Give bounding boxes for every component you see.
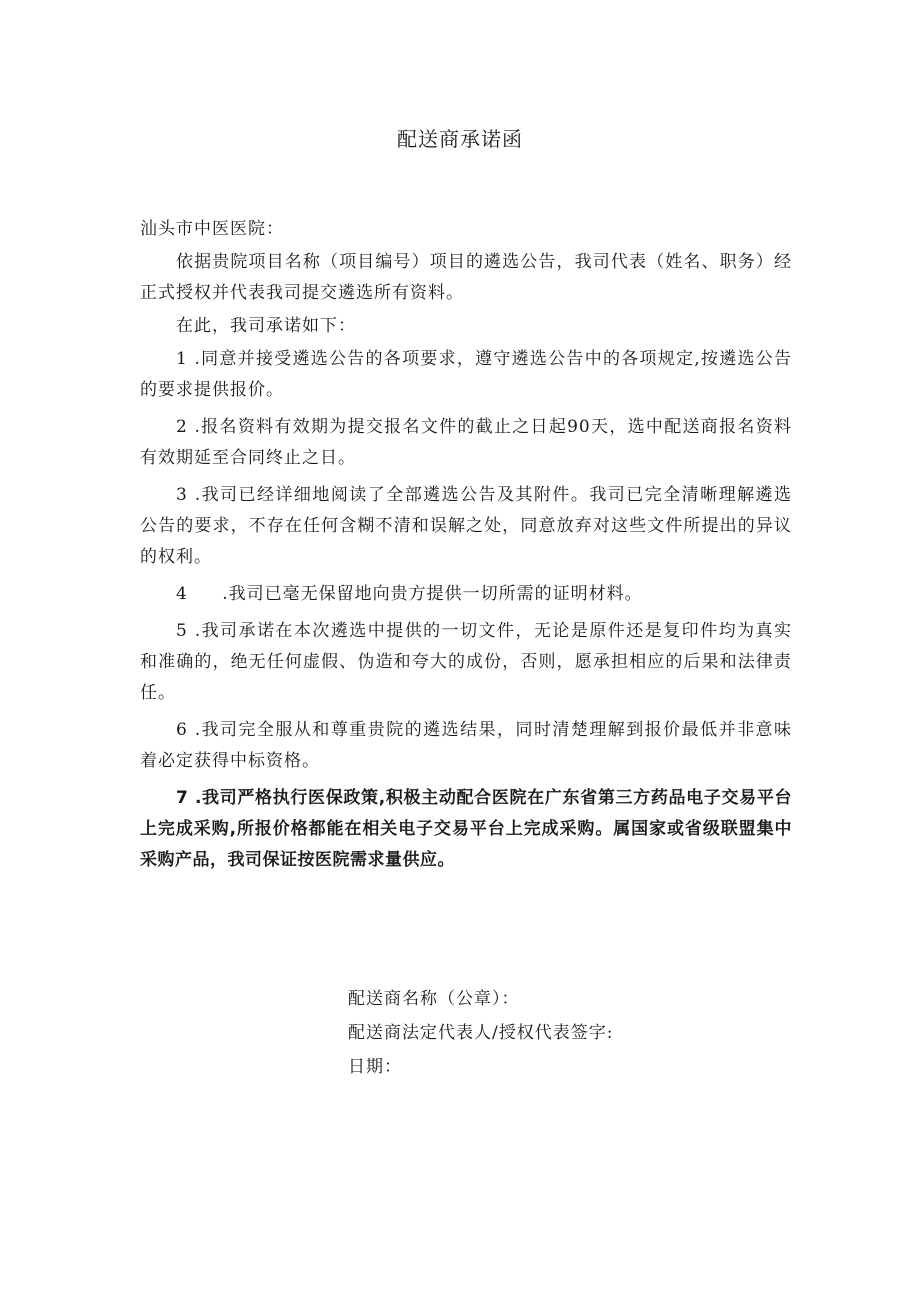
clause-number: 2 <box>176 417 188 437</box>
clause-number: 5 <box>176 621 188 641</box>
clause-number: 3 <box>176 485 188 505</box>
company-seal-line: 配送商名称（公章）： <box>348 989 520 1009</box>
date-line: 日期： <box>348 1057 402 1077</box>
clause-6 <box>140 715 792 777</box>
document-title: 配送商承诺函 <box>397 127 523 151</box>
signature-block <box>348 982 613 1084</box>
clause-5 <box>140 616 792 709</box>
clause-text: .我司严格执行医保政策,积极主动配合医院在广东省第三方药品电子交易平台上完成采购,所报价格都能在相关电子交易平台上完成采购。属国家或省级联盟集中采购产品，我司保证按医院需求量供应。 <box>140 788 792 870</box>
clause-2 <box>140 412 792 474</box>
document-body <box>140 214 792 882</box>
clause-text: .同意并接受遴选公告的各项要求，遵守遴选公告中的各项规定,按遴选公告的要求提供报价。 <box>140 349 792 400</box>
clause-text: .我司承诺在本次遴选中提供的一切文件，无论是原件还是复印件均为真实和准确的，绝无任何虚假、伪造和夸大的成份，否则，愿承担相应的后果和法律责任。 <box>140 621 792 703</box>
clause-7 <box>140 783 792 876</box>
promise-lead: 在此，我司承诺如下： <box>176 316 356 336</box>
clause-number: 4 <box>176 584 188 604</box>
intro-paragraph: 依据贵院项目名称（项目编号）项目的遴选公告，我司代表（姓名、职务）经正式授权并代表我司提交遴选所有资料。 <box>140 252 792 303</box>
clause-1 <box>140 344 792 406</box>
clause-number: 6 <box>176 720 188 740</box>
salutation: 汕头市中医医院： <box>140 219 284 239</box>
clause-number: 1 <box>176 349 188 369</box>
clause-text: .我司已经详细地阅读了全部遴选公告及其附件。我司已完全清晰理解遴选公告的要求，不存在任何含糊不清和误解之处，同意放弃对这些文件所提出的异议的权利。 <box>140 485 792 567</box>
clause-4 <box>140 579 792 610</box>
clause-text: .报名资料有效期为提交报名文件的截止之日起90天，选中配送商报名资料有效期延至合同终止之日。 <box>140 417 792 468</box>
representative-signature-line: 配送商法定代表人/授权代表签字: <box>348 1023 614 1043</box>
clause-number: 7 <box>176 788 189 808</box>
clause-text: .我司已毫无保留地向贵方提供一切所需的证明材料。 <box>222 584 643 604</box>
clause-text: .我司完全服从和尊重贵院的遴选结果，同时清楚理解到报价最低并非意味着必定获得中标资格。 <box>140 720 792 771</box>
clause-3 <box>140 480 792 573</box>
